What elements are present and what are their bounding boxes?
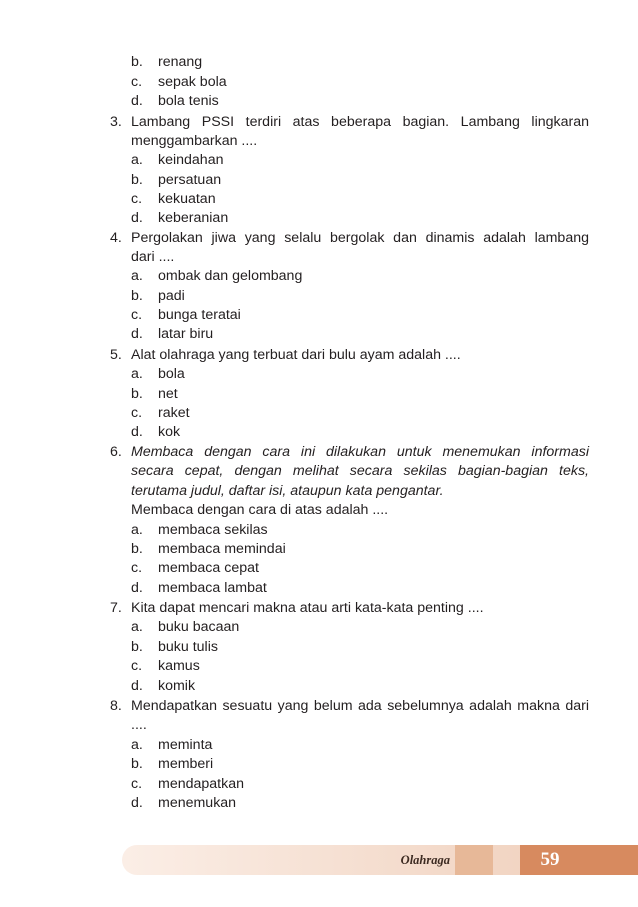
- question-number: 3.: [110, 114, 122, 130]
- question-number: 6.: [110, 444, 122, 460]
- option-letter: b.: [131, 172, 143, 188]
- option-letter: a.: [131, 152, 143, 168]
- option-letter: c.: [131, 658, 143, 674]
- option-letter: b.: [131, 288, 143, 304]
- option-text: buku bacaan: [158, 619, 240, 635]
- option-text: membaca lambat: [158, 580, 267, 596]
- option-letter: c.: [131, 307, 143, 323]
- option-text: latar biru: [158, 326, 214, 342]
- question-passage: terutama judul, daftar isi, ataupun kata pengantar.: [131, 483, 444, 499]
- option-text: buku tulis: [158, 639, 218, 655]
- option-text: bunga teratai: [158, 307, 241, 323]
- option-letter: a.: [131, 522, 143, 538]
- option-letter: d.: [131, 93, 143, 109]
- option-text: net: [158, 386, 178, 402]
- question-passage: Membaca dengan cara ini dilakukan untuk menemukan informasi: [131, 444, 589, 460]
- option-text: ombak dan gelombang: [158, 268, 303, 284]
- option-text: mendapatkan: [158, 776, 244, 792]
- option-letter: b.: [131, 54, 143, 70]
- option-text: menemukan: [158, 795, 237, 811]
- option-letter: b.: [131, 756, 143, 772]
- chapter-label: Olahraga: [400, 853, 450, 867]
- question-text: Alat olahraga yang terbuat dari bulu ayam adalah ....: [131, 347, 461, 363]
- option-letter: d.: [131, 580, 143, 596]
- question-text: Lambang PSSI terdiri atas beberapa bagian. Lambang lingkaran: [131, 114, 589, 130]
- question-text: Membaca dengan cara di atas adalah ....: [131, 502, 389, 518]
- question-passage: secara cepat, dengan melihat secara sekilas bagian-bagian teks,: [131, 463, 589, 479]
- option-text: keberanian: [158, 210, 229, 226]
- option-text: kok: [158, 424, 181, 440]
- question-text: dari ....: [131, 249, 175, 265]
- question-number: 8.: [110, 698, 122, 714]
- option-letter: c.: [131, 405, 143, 421]
- option-letter: b.: [131, 541, 143, 557]
- question-text: menggambarkan ....: [131, 133, 258, 149]
- option-text: meminta: [158, 737, 213, 753]
- option-letter: a.: [131, 737, 143, 753]
- option-text: membaca memindai: [158, 541, 286, 557]
- option-letter: b.: [131, 386, 143, 402]
- question-number: 4.: [110, 230, 122, 246]
- option-text: kekuatan: [158, 191, 216, 207]
- option-letter: a.: [131, 366, 143, 382]
- option-letter: d.: [131, 795, 143, 811]
- option-text: keindahan: [158, 152, 224, 168]
- question-text: Pergolakan jiwa yang selalu bergolak dan dinamis adalah lambang: [131, 230, 589, 246]
- option-text: memberi: [158, 756, 214, 772]
- option-text: renang: [158, 54, 203, 70]
- option-letter: c.: [131, 74, 143, 90]
- option-text: membaca cepat: [158, 560, 259, 576]
- option-text: persatuan: [158, 172, 222, 188]
- option-letter: c.: [131, 191, 143, 207]
- option-text: kamus: [158, 658, 200, 674]
- question-number: 5.: [110, 347, 122, 363]
- option-letter: a.: [131, 268, 143, 284]
- option-letter: d.: [131, 210, 143, 226]
- question-text: Mendapatkan sesuatu yang belum ada sebelumnya adalah makna dari: [131, 698, 589, 714]
- option-letter: b.: [131, 639, 143, 655]
- question-number: 7.: [110, 600, 122, 616]
- option-letter: d.: [131, 424, 143, 440]
- option-text: bola tenis: [158, 93, 219, 109]
- option-letter: d.: [131, 678, 143, 694]
- option-text: padi: [158, 288, 185, 304]
- option-text: raket: [158, 405, 190, 421]
- option-text: membaca sekilas: [158, 522, 268, 538]
- question-text: Kita dapat mencari makna atau arti kata-kata penting ....: [131, 600, 484, 616]
- footer-accent-box: [455, 845, 493, 875]
- question-text: ....: [131, 717, 147, 733]
- option-letter: c.: [131, 560, 143, 576]
- option-letter: d.: [131, 326, 143, 342]
- option-letter: a.: [131, 619, 143, 635]
- page-number: 59: [540, 849, 560, 870]
- option-text: komik: [158, 678, 196, 694]
- option-text: sepak bola: [158, 74, 227, 90]
- option-text: bola: [158, 366, 185, 382]
- option-letter: c.: [131, 776, 143, 792]
